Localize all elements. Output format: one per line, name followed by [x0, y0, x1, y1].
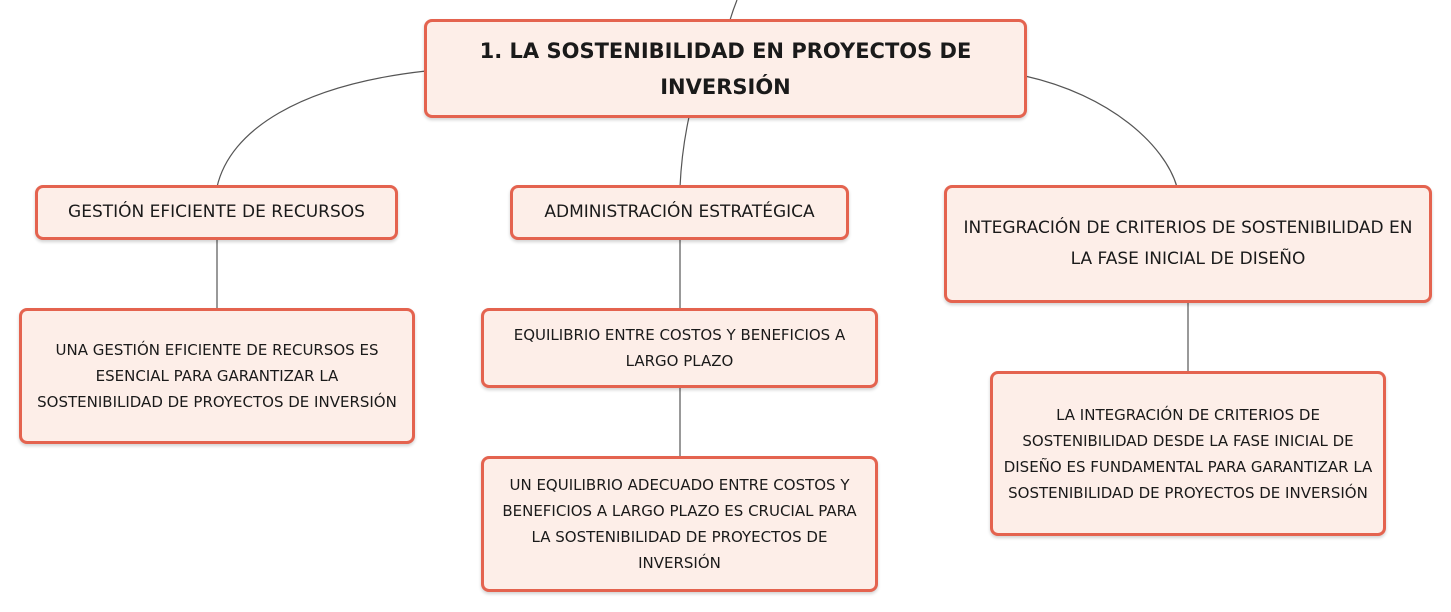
leaf-gestion-eficiente[interactable]: [19, 308, 415, 444]
leaf-label: LA INTEGRACIÓN DE CRITERIOS DE SOSTENIBILIDAD DESDE LA FASE INICIAL DE DISEÑO ES FUNDAMENTAL PARA GARANTIZAR LA SOSTENIBILIDAD DE PROYECTOS DE INVERSIÓN: [1003, 405, 1373, 502]
leaf-label: UNA GESTIÓN EFICIENTE DE RECURSOS ES ESENCIAL PARA GARANTIZAR LA SOSTENIBILIDAD DE PROYECTOS DE INVERSIÓN: [37, 341, 397, 411]
branch-label: ADMINISTRACIÓN ESTRATÉGICA: [544, 202, 815, 222]
root-topic-label: 1. LA SOSTENIBILIDAD EN PROYECTOS DE INVERSIÓN: [479, 38, 972, 99]
connector-root-to-branch-1: [217, 71, 426, 187]
leaf-label: UN EQUILIBRIO ADECUADO ENTRE COSTOS Y BENEFICIOS A LARGO PLAZO ES CRUCIAL PARA LA SOSTENIBILIDAD DE PROYECTOS DE INVERSIÓN: [502, 476, 857, 572]
branch-label: GESTIÓN EFICIENTE DE RECURSOS: [68, 202, 365, 222]
branch-integracion-criterios[interactable]: [944, 185, 1432, 303]
leaf-equilibrio-costos[interactable]: [481, 308, 878, 388]
branch-gestion-eficiente[interactable]: [35, 185, 398, 240]
leaf-equilibrio-adecuado[interactable]: [481, 456, 878, 592]
branch-label: INTEGRACIÓN DE CRITERIOS DE SOSTENIBILIDAD EN LA FASE INICIAL DE DISEÑO: [963, 218, 1413, 269]
leaf-label: EQUILIBRIO ENTRE COSTOS Y BENEFICIOS A LARGO PLAZO: [513, 326, 846, 370]
leaf-integracion-criterios[interactable]: [990, 371, 1386, 536]
connector-root-to-branch-2: [680, 117, 689, 187]
connector-root-to-parent: [730, 0, 737, 20]
connector-root-to-branch-3: [1025, 76, 1177, 187]
branch-administracion-estrategica[interactable]: [510, 185, 849, 240]
root-topic[interactable]: [424, 19, 1027, 118]
